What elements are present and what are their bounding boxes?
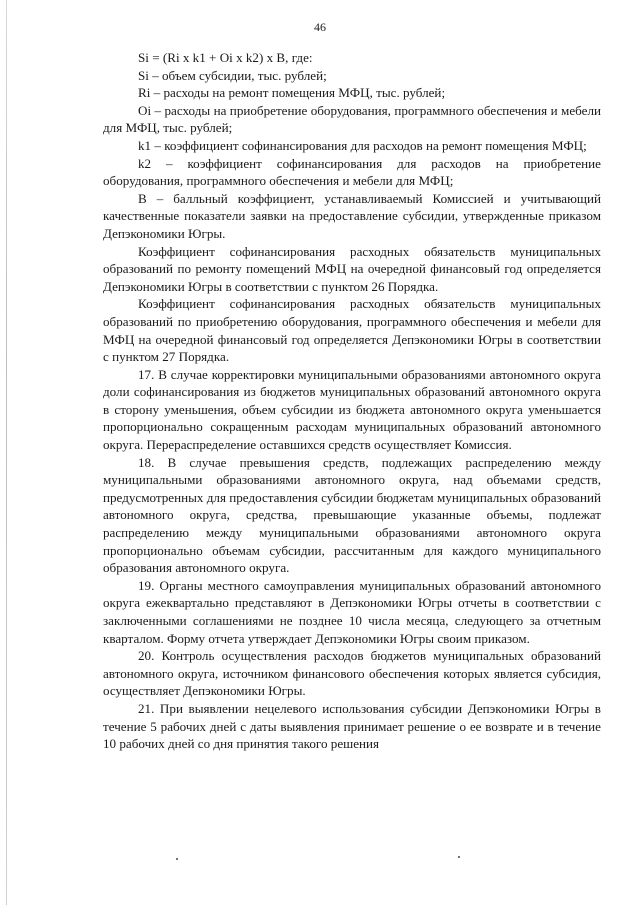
paragraph-17: 17. В случае корректировки муниципальными образованиями автономного округа доли софинансирования из бюджетов муниципальных образований автономного округа в сторону уменьшения, объем субсидии из бюджета автономного округа уменьшается пропорционально сокращенным расходам муниципальных образований автономного округа. Перераспределение оставшихся средств осуществляет Комиссия. (103, 366, 601, 453)
definition-k1: k1 – коэффициент софинансирования для расходов на ремонт помещения МФЦ; (138, 137, 587, 153)
document-body (103, 49, 601, 753)
formula-line: Si = (Ri x k1 + Oi x k2) x B, где: (138, 50, 313, 65)
scan-speck (176, 858, 178, 860)
paragraph-18: 18. В случае превышения средств, подлежащих распределению между муниципальными образованиями автономного округа, над объемами средств, предусмотренных для предоставления субсидии бюджетам муниципальных образований автономного округа, средства, превышающие указанные объемы, подлежат распределению между муниципальными образованиями автономного округа пропорционально объемам субсидии, рассчитанным для каждого муниципального образования автономного округа. (103, 454, 601, 576)
definition-k2: k2 – коэффициент софинансирования для расходов на приобретение оборудования, программного обеспечения и мебели для МФЦ; (103, 155, 601, 189)
scan-edge-line (6, 0, 7, 905)
definition-oi: Oi – расходы на приобретение оборудования, программного обеспечения и мебели для МФЦ, тыс. рублей; (103, 102, 601, 136)
paragraph-19: 19. Органы местного самоуправления муниципальных образований автономного округа ежеквартально представляют в Депэкономики Югры отчеты в соответствии с заключенными соглашениями не позднее 10 числа месяца, следующего за отчетным кварталом. Форму отчета утверждает Депэкономики Югры своим приказом. (103, 577, 601, 646)
definition-b: B – балльный коэффициент, устанавливаемый Комиссией и учитывающий качественные показатели заявки на предоставление субсидии, утвержденные приказом Депэкономики Югры. (103, 190, 601, 241)
page-number: 46 (314, 20, 326, 34)
paragraph-coefficient-equipment: Коэффициент софинансирования расходных обязательств муниципальных образований по приобретению оборудования, программного обеспечения и мебели для МФЦ на очередной финансовый год определяется Депэкономики Югры в соответствии с пунктом 27 Порядка. (103, 296, 601, 365)
definition-si: Si – объем субсидии, тыс. рублей; (138, 67, 327, 83)
scan-speck (458, 856, 460, 858)
definition-ri: Ri – расходы на ремонт помещения МФЦ, тыс. рублей; (138, 85, 446, 101)
paragraph-21: 21. При выявлении нецелевого использования субсидии Депэкономики Югры в течение 5 рабочих дней с даты выявления принимает решение о ее возврате и в течение 10 рабочих дней со дня принятия такого решения (103, 700, 601, 752)
paragraph-20: 20. Контроль осуществления расходов бюджетов муниципальных образований автономного округа, источником финансового обеспечения которых является субсидия, осуществляет Депэкономики Югры. (103, 648, 601, 699)
paragraph-coefficient-repair: Коэффициент софинансирования расходных обязательств муниципальных образований по ремонту помещений МФЦ на очередной финансовый год определяется Депэкономики Югры в соответствии с пунктом 26 Порядка. (103, 243, 601, 294)
